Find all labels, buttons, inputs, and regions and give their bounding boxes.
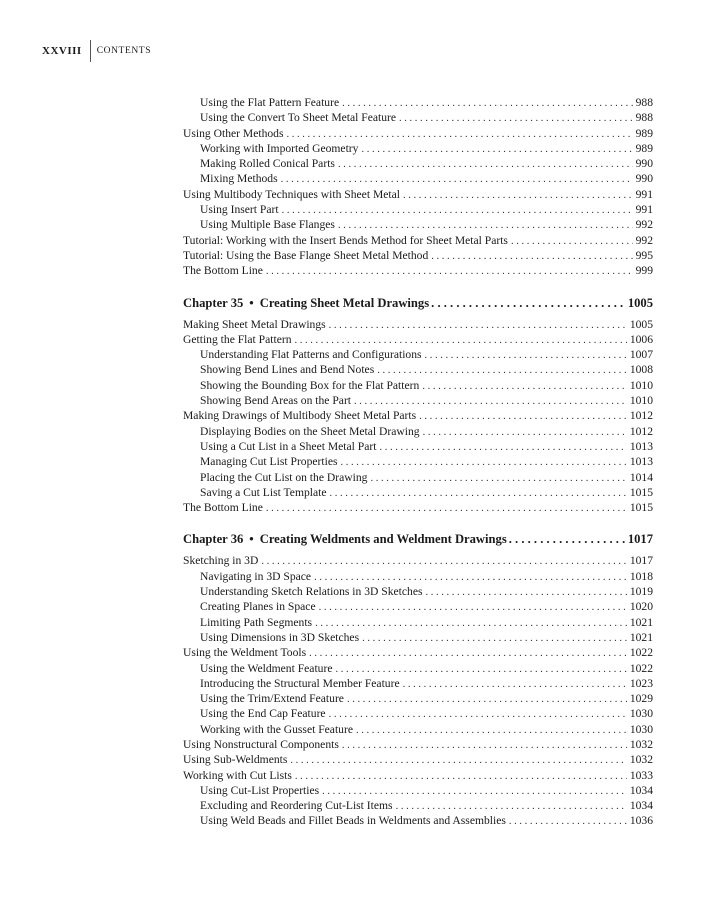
toc-entry-page: 1033 bbox=[629, 768, 653, 782]
toc-entry-page: 1013 bbox=[629, 455, 653, 469]
dot-leader bbox=[281, 172, 633, 187]
dot-leader bbox=[282, 203, 633, 218]
toc-entry-title: Tutorial: Working with the Insert Bends Method for Sheet Metal Parts bbox=[183, 233, 508, 247]
toc-entry[interactable] bbox=[183, 768, 653, 783]
toc-entry-page: 1013 bbox=[629, 439, 653, 453]
dot-leader bbox=[266, 501, 627, 516]
toc-entry[interactable] bbox=[183, 553, 653, 568]
chapter-35-heading[interactable] bbox=[183, 294, 653, 312]
dot-leader bbox=[266, 264, 633, 279]
toc-entry[interactable] bbox=[183, 454, 653, 469]
toc-entry[interactable] bbox=[183, 439, 653, 454]
toc-entry-title: Showing Bend Lines and Bend Notes bbox=[200, 363, 375, 377]
toc-entry[interactable] bbox=[183, 233, 653, 248]
toc-entry-title: Using Multibody Techniques with Sheet Metal bbox=[183, 187, 400, 201]
toc-entry[interactable] bbox=[183, 217, 653, 232]
toc-entry-page: 988 bbox=[635, 96, 653, 109]
toc-entry[interactable] bbox=[183, 187, 653, 202]
toc-entry-page: 990 bbox=[635, 172, 653, 186]
running-head bbox=[42, 40, 151, 62]
toc-entry-page: 1015 bbox=[629, 501, 653, 515]
dot-leader bbox=[426, 585, 627, 600]
toc-entry[interactable] bbox=[183, 95, 653, 110]
toc-entry-page: 1032 bbox=[629, 737, 653, 751]
toc-entry-title: Using Weld Beads and Fillet Beads in Weldments and Assemblies bbox=[200, 814, 506, 828]
dot-leader bbox=[286, 127, 632, 142]
dot-leader bbox=[342, 96, 633, 111]
dot-leader bbox=[370, 471, 626, 486]
toc-entry-page: 991 bbox=[635, 187, 653, 201]
toc-entry-page: 1014 bbox=[629, 470, 653, 484]
toc-entry[interactable] bbox=[183, 798, 653, 813]
dot-leader bbox=[330, 486, 627, 501]
toc-entry-page: 1005 bbox=[629, 317, 653, 331]
toc-entry[interactable] bbox=[183, 126, 653, 141]
toc-entry-page: 1022 bbox=[629, 661, 653, 675]
dot-leader bbox=[295, 769, 627, 784]
toc-entry-page: 1023 bbox=[629, 676, 653, 690]
toc-block-1 bbox=[183, 95, 653, 279]
chapter-36-heading[interactable] bbox=[183, 530, 653, 548]
dot-leader bbox=[319, 600, 627, 615]
dot-leader bbox=[295, 333, 627, 348]
dot-leader bbox=[314, 570, 627, 585]
dot-leader bbox=[509, 814, 627, 829]
toc-entry-title: Using the Flat Pattern Feature bbox=[200, 96, 340, 109]
toc-entry[interactable] bbox=[183, 110, 653, 125]
toc-entry[interactable] bbox=[183, 347, 653, 362]
toc-entry[interactable] bbox=[183, 485, 653, 500]
chapter-page: 1005 bbox=[627, 295, 653, 310]
dot-leader bbox=[329, 707, 627, 722]
toc-entry-title: Using Other Methods bbox=[183, 126, 284, 140]
toc-entry-page: 1018 bbox=[629, 569, 653, 583]
toc-entry-title: Making Drawings of Multibody Sheet Metal Parts bbox=[183, 409, 417, 423]
dot-leader bbox=[419, 409, 627, 424]
toc-entry-title: Excluding and Reordering Cut-List Items bbox=[200, 799, 393, 813]
table-of-contents bbox=[183, 95, 653, 829]
toc-entry-page: 1017 bbox=[629, 554, 653, 568]
toc-entry-page: 1010 bbox=[629, 394, 653, 408]
toc-entry-title: The Bottom Line bbox=[183, 501, 263, 515]
toc-entry-title: Creating Planes in Space bbox=[200, 600, 316, 614]
toc-entry[interactable] bbox=[183, 661, 653, 676]
toc-entry-title: Working with Imported Geometry bbox=[200, 141, 359, 155]
toc-entry-title: Using Dimensions in 3D Sketches bbox=[200, 630, 360, 644]
toc-entry-page: 1021 bbox=[629, 630, 653, 644]
dot-leader bbox=[315, 616, 627, 631]
toc-entry-title: Managing Cut List Properties bbox=[200, 455, 338, 469]
toc-entry-page: 999 bbox=[635, 264, 653, 278]
toc-entry-title: Understanding Sketch Relations in 3D Sketches bbox=[200, 585, 423, 599]
toc-entry-page: 995 bbox=[635, 248, 653, 262]
toc-entry[interactable] bbox=[183, 584, 653, 599]
toc-entry-page: 989 bbox=[635, 141, 653, 155]
dot-leader bbox=[261, 554, 626, 569]
toc-entry[interactable] bbox=[183, 615, 653, 630]
dot-leader bbox=[341, 455, 627, 470]
toc-entry[interactable] bbox=[183, 676, 653, 691]
toc-entry-title: Showing the Bounding Box for the Flat Pattern bbox=[200, 378, 420, 392]
chapter-page: 1017 bbox=[627, 532, 653, 547]
toc-entry-page: 1022 bbox=[629, 646, 653, 660]
dot-leader bbox=[361, 142, 632, 157]
toc-entry[interactable] bbox=[183, 393, 653, 408]
toc-entry-title: Using the Trim/Extend Feature bbox=[200, 692, 344, 706]
toc-entry-page: 1019 bbox=[629, 585, 653, 599]
dot-leader bbox=[399, 111, 633, 126]
dot-leader bbox=[342, 738, 627, 753]
chapter-bullet: • bbox=[249, 532, 254, 547]
dot-leader bbox=[356, 723, 627, 738]
dot-leader bbox=[423, 425, 627, 440]
toc-entry-title: Understanding Flat Patterns and Configurations bbox=[200, 348, 422, 362]
toc-entry-page: 1010 bbox=[629, 378, 653, 392]
toc-entry-title: Showing Bend Areas on the Part bbox=[200, 394, 352, 408]
toc-entry-page: 1029 bbox=[629, 692, 653, 706]
dot-leader bbox=[362, 631, 627, 646]
toc-entry-page: 1021 bbox=[629, 615, 653, 629]
dot-leader bbox=[354, 394, 627, 409]
toc-entry-page: 1008 bbox=[629, 363, 653, 377]
dot-leader bbox=[403, 188, 633, 203]
dot-leader bbox=[403, 677, 627, 692]
toc-entry[interactable] bbox=[183, 569, 653, 584]
toc-entry[interactable] bbox=[183, 630, 653, 645]
toc-entry-page: 1030 bbox=[629, 707, 653, 721]
toc-entry[interactable] bbox=[183, 141, 653, 156]
toc-entry-title: Using the End Cap Feature bbox=[200, 707, 326, 721]
toc-entry[interactable] bbox=[183, 813, 653, 828]
toc-entry-title: Using Nonstructural Components bbox=[183, 737, 339, 751]
toc-entry[interactable] bbox=[183, 424, 653, 439]
dot-leader bbox=[379, 440, 626, 455]
dot-leader bbox=[329, 318, 627, 333]
toc-entry-title: The Bottom Line bbox=[183, 264, 263, 278]
toc-entry[interactable] bbox=[183, 378, 653, 393]
toc-entry[interactable] bbox=[183, 408, 653, 423]
toc-entry-title: Placing the Cut List on the Drawing bbox=[200, 470, 368, 484]
dot-leader bbox=[290, 753, 626, 768]
toc-entry-page: 992 bbox=[635, 218, 653, 232]
dot-leader bbox=[511, 234, 633, 249]
toc-entry-page: 1032 bbox=[629, 753, 653, 767]
toc-entry[interactable] bbox=[183, 500, 653, 515]
toc-entry-page: 1006 bbox=[629, 332, 653, 346]
dot-leader bbox=[422, 379, 627, 394]
toc-entry-page: 1020 bbox=[629, 600, 653, 614]
toc-entry-page: 991 bbox=[635, 203, 653, 217]
toc-entry[interactable] bbox=[183, 248, 653, 263]
chapter-label: Chapter 36 bbox=[183, 532, 244, 547]
toc-entry-title: Introducing the Structural Member Feature bbox=[200, 676, 400, 690]
toc-entry-page: 988 bbox=[635, 111, 653, 125]
toc-entry-title: Using Sub-Weldments bbox=[183, 753, 288, 767]
page-number: XXVIII bbox=[42, 40, 91, 62]
toc-entry-title: Working with Cut Lists bbox=[183, 768, 292, 782]
section-title: CONTENTS bbox=[96, 46, 152, 56]
dot-leader bbox=[396, 799, 627, 814]
toc-block-2 bbox=[183, 317, 653, 516]
toc-entry-page: 990 bbox=[635, 157, 653, 171]
toc-entry-page: 1030 bbox=[629, 722, 653, 736]
toc-entry[interactable] bbox=[183, 737, 653, 752]
toc-entry-title: Using a Cut List in a Sheet Metal Part bbox=[200, 439, 377, 453]
toc-entry-title: Using the Weldment Feature bbox=[200, 661, 333, 675]
toc-entry-title: Tutorial: Using the Base Flange Sheet Metal Method bbox=[183, 248, 429, 262]
toc-entry-page: 1015 bbox=[629, 485, 653, 499]
toc-entry[interactable] bbox=[183, 317, 653, 332]
toc-entry-title: Using Cut-List Properties bbox=[200, 783, 320, 797]
toc-entry-title: Saving a Cut List Template bbox=[200, 485, 327, 499]
toc-entry-page: 1007 bbox=[629, 348, 653, 362]
dot-leader bbox=[347, 692, 627, 707]
toc-entry-title: Making Sheet Metal Drawings bbox=[183, 317, 326, 331]
toc-entry-title: Getting the Flat Pattern bbox=[183, 332, 292, 346]
toc-entry-title: Using the Convert To Sheet Metal Feature bbox=[200, 111, 397, 125]
chapter-title: Creating Sheet Metal Drawings bbox=[259, 295, 430, 310]
toc-entry-page: 1012 bbox=[629, 409, 653, 423]
toc-entry[interactable] bbox=[183, 171, 653, 186]
toc-entry[interactable] bbox=[183, 691, 653, 706]
toc-entry-title: Working with the Gusset Feature bbox=[200, 722, 353, 736]
toc-entry[interactable] bbox=[183, 470, 653, 485]
chapter-bullet: • bbox=[249, 295, 254, 310]
toc-entry[interactable] bbox=[183, 599, 653, 614]
toc-entry-page: 1012 bbox=[629, 424, 653, 438]
dot-leader bbox=[338, 157, 633, 172]
dot-leader bbox=[322, 784, 627, 799]
dot-leader bbox=[425, 348, 627, 363]
toc-entry-page: 1036 bbox=[629, 814, 653, 828]
dot-leader bbox=[338, 218, 633, 233]
toc-block-3 bbox=[183, 553, 653, 828]
toc-entry[interactable] bbox=[183, 263, 653, 278]
toc-entry-title: Limiting Path Segments bbox=[200, 615, 313, 629]
dot-leader bbox=[431, 249, 632, 264]
chapter-label: Chapter 35 bbox=[183, 295, 244, 310]
toc-entry-page: 989 bbox=[635, 126, 653, 140]
toc-entry-title: Using Insert Part bbox=[200, 203, 279, 217]
dot-leader bbox=[431, 294, 626, 312]
toc-entry[interactable] bbox=[183, 706, 653, 721]
toc-entry[interactable] bbox=[183, 202, 653, 217]
dot-leader bbox=[377, 363, 627, 378]
toc-entry-title: Mixing Methods bbox=[200, 172, 278, 186]
toc-entry[interactable] bbox=[183, 362, 653, 377]
toc-entry-title: Making Rolled Conical Parts bbox=[200, 157, 335, 171]
toc-entry[interactable] bbox=[183, 156, 653, 171]
dot-leader bbox=[335, 662, 626, 677]
toc-entry-title: Using the Weldment Tools bbox=[183, 646, 307, 660]
toc-entry-title: Using Multiple Base Flanges bbox=[200, 218, 335, 232]
dot-leader bbox=[509, 530, 626, 548]
toc-entry[interactable] bbox=[183, 752, 653, 767]
toc-entry-title: Navigating in 3D Space bbox=[200, 569, 312, 583]
toc-entry-page: 1034 bbox=[629, 799, 653, 813]
toc-entry-title: Displaying Bodies on the Sheet Metal Drawing bbox=[200, 424, 420, 438]
toc-entry[interactable] bbox=[183, 645, 653, 660]
toc-entry[interactable] bbox=[183, 332, 653, 347]
toc-entry-page: 1034 bbox=[629, 783, 653, 797]
dot-leader bbox=[309, 646, 627, 661]
toc-entry-page: 992 bbox=[635, 233, 653, 247]
toc-entry[interactable] bbox=[183, 722, 653, 737]
chapter-title: Creating Weldments and Weldment Drawings bbox=[259, 532, 507, 547]
toc-entry-title: Sketching in 3D bbox=[183, 554, 259, 568]
toc-entry[interactable] bbox=[183, 783, 653, 798]
